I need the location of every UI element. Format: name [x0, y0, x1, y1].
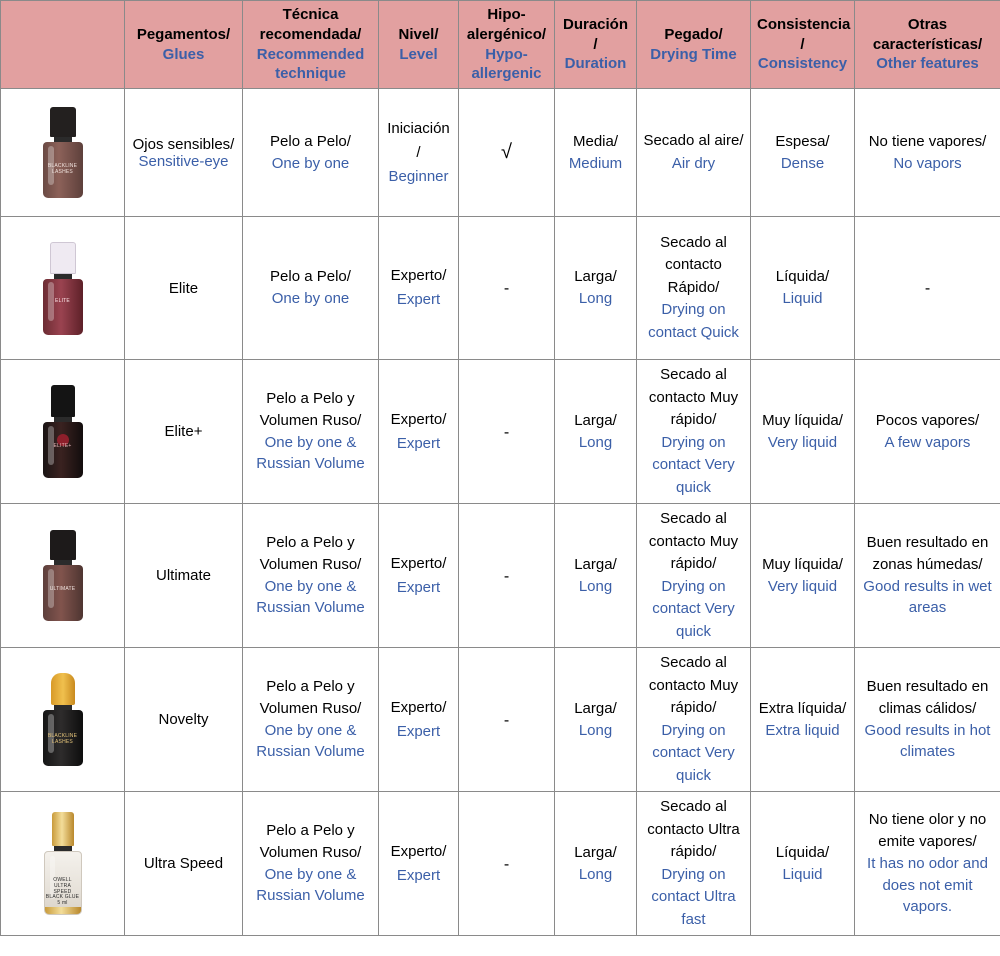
glue-bottle-icon: [40, 107, 86, 198]
technique-cell: [243, 648, 379, 792]
duration-en: Long: [578, 865, 613, 883]
glue-name-cell: [125, 504, 243, 648]
product-image-cell: [1, 648, 125, 792]
technique-en: One by one & Russian Volume: [256, 721, 365, 761]
glue-bottle-icon: [40, 242, 86, 335]
duration-en: Long: [578, 577, 613, 595]
header-duration-es: Duración /: [562, 15, 628, 53]
glue-name-es: Ojos sensibles/: [132, 135, 235, 153]
level-es: Experto/: [390, 410, 447, 428]
level-cell: [379, 217, 459, 360]
header-level-en: Level: [399, 45, 438, 63]
bottle-label: BLACKLINE LASHES: [47, 163, 78, 175]
table-row: [1, 504, 1000, 648]
other-features-cell: [855, 504, 1000, 648]
other-es: -: [924, 279, 931, 297]
level-en: Expert: [396, 434, 441, 452]
product-image-cell: [1, 217, 125, 360]
other-es: Pocos vapores/: [875, 411, 980, 429]
glue-bottle-icon: [40, 673, 86, 766]
header-hypo-allergenic-es: Hipo-alergénico/: [466, 6, 547, 43]
level-cell: [379, 792, 459, 936]
technique-en: One by one & Russian Volume: [256, 865, 365, 905]
technique-cell: [243, 217, 379, 360]
header-level: [379, 1, 459, 89]
header-recommended-technique: [243, 1, 379, 89]
drying-es: Secado al contacto Muy rápido/: [648, 654, 739, 717]
duration-cell: [555, 360, 637, 504]
drying-en: Drying on contact Very quick: [652, 721, 735, 784]
header-consistency-en: Consistency: [757, 55, 848, 73]
level-cell: [379, 504, 459, 648]
duration-en: Long: [578, 290, 613, 308]
glue-name-es: Ultimate: [155, 567, 211, 585]
bottle-label: BLACKLINE LASHES: [47, 733, 78, 745]
drying-es: Secado al contacto Rápido/: [660, 233, 727, 296]
bottle-label: ELITE+: [53, 443, 72, 450]
technique-en: One by one: [271, 290, 350, 308]
header-glues-es: Pegamentos/: [136, 25, 231, 43]
consistency-es: Extra líquida/: [758, 699, 847, 717]
duration-cell: [555, 217, 637, 360]
hypo-allergenic-cell: [459, 217, 555, 360]
glue-name-es: Ultra Speed: [143, 855, 224, 873]
glue-name-es: Elite+: [164, 423, 203, 441]
hypo-value: -: [503, 567, 510, 585]
technique-en: One by one & Russian Volume: [256, 433, 365, 473]
consistency-en: Dense: [780, 154, 825, 172]
product-image-cell: [1, 360, 125, 504]
level-es: Iniciación /: [387, 119, 450, 161]
hypo-allergenic-cell: [459, 792, 555, 936]
other-features-cell: [855, 648, 1000, 792]
header-drying-time-en: Drying Time: [650, 45, 737, 63]
glue-bottle-icon: [40, 385, 86, 478]
header-recommended-technique-en: Recommended technique: [256, 45, 365, 83]
other-en: Good results in hot climates: [864, 721, 991, 761]
other-es: No tiene vapores/: [868, 132, 987, 150]
technique-es: Pelo a Pelo/: [270, 268, 351, 286]
drying-en: Drying on contact Very quick: [652, 577, 735, 640]
glue-name-cell: [125, 648, 243, 792]
hypo-allergenic-cell: [459, 648, 555, 792]
consistency-es: Muy líquida/: [762, 555, 843, 573]
consistency-es: Espesa/: [775, 132, 830, 150]
glue-bottle-icon: [40, 812, 86, 915]
glue-name-es: Elite: [168, 279, 199, 297]
glue-name-cell: [125, 792, 243, 936]
duration-es: Larga/: [574, 268, 617, 286]
header-drying-time: [637, 1, 751, 89]
technique-es: Pelo a Pelo y Volumen Ruso/: [259, 534, 362, 573]
header-glues-en: Glues: [162, 45, 205, 63]
hypo-allergenic-cell: [459, 89, 555, 217]
level-en: Expert: [396, 866, 441, 884]
header-consistency-es: Consistencia /: [757, 15, 851, 53]
other-es: Buen resultado en climas cálidos/: [866, 678, 989, 717]
consistency-cell: [751, 89, 855, 217]
other-en: It has no odor and does not emit vapors.: [867, 854, 988, 916]
hypo-value: -: [503, 855, 510, 873]
consistency-en: Very liquid: [767, 577, 838, 595]
glue-name-es: Novelty: [158, 711, 209, 729]
table-row: [1, 648, 1000, 792]
duration-cell: [555, 504, 637, 648]
duration-en: Long: [578, 721, 613, 739]
header-product-image: [1, 1, 125, 89]
bottle-label: OWELL ULTRA SPEED BLACK GLUE 5 ml: [45, 877, 80, 907]
duration-cell: [555, 89, 637, 217]
level-en: Beginner: [388, 167, 449, 185]
drying-es: Secado al contacto Muy rápido/: [648, 510, 739, 573]
duration-cell: [555, 648, 637, 792]
table-row: [1, 360, 1000, 504]
table-row: [1, 792, 1000, 936]
other-en: No vapors: [893, 154, 962, 172]
hypo-allergenic-cell: [459, 504, 555, 648]
technique-cell: [243, 89, 379, 217]
drying-cell: [637, 360, 751, 504]
glue-bottle-icon: [40, 530, 86, 621]
level-es: Experto/: [390, 698, 447, 716]
drying-en: Air dry: [671, 154, 716, 172]
level-cell: [379, 89, 459, 217]
drying-en: Drying on contact Quick: [648, 301, 739, 341]
hypo-value: -: [503, 711, 510, 729]
header-drying-time-es: Pegado/: [664, 25, 723, 43]
consistency-en: Very liquid: [767, 433, 838, 451]
glue-name-cell: [125, 217, 243, 360]
duration-es: Larga/: [574, 411, 617, 429]
drying-es: Secado al aire/: [643, 132, 744, 150]
drying-en: Drying on contact Very quick: [652, 433, 735, 496]
header-other-features-en: Other features: [876, 55, 979, 73]
drying-cell: [637, 89, 751, 217]
duration-en: Medium: [568, 154, 623, 172]
hypo-allergenic-cell: [459, 360, 555, 504]
consistency-cell: [751, 648, 855, 792]
drying-cell: [637, 217, 751, 360]
technique-es: Pelo a Pelo y Volumen Ruso/: [259, 822, 362, 861]
table-header-row: [1, 1, 1000, 89]
technique-en: One by one & Russian Volume: [256, 577, 365, 617]
drying-es: Secado al contacto Ultra rápido/: [647, 798, 740, 861]
consistency-en: Liquid: [782, 865, 823, 883]
other-es: No tiene olor y no emite vapores/: [868, 811, 987, 851]
level-en: Expert: [396, 578, 441, 596]
drying-cell: [637, 792, 751, 936]
header-other-features: [855, 1, 1000, 89]
glue-name-cell: [125, 89, 243, 217]
header-duration-en: Duration: [564, 55, 627, 73]
header-glues: [125, 1, 243, 89]
bottle-label: ULTIMATE: [49, 586, 76, 593]
other-features-cell: [855, 360, 1000, 504]
header-hypo-allergenic-en: Hypo-allergenic: [471, 45, 542, 83]
other-features-cell: [855, 217, 1000, 360]
product-image-cell: [1, 504, 125, 648]
table-row: [1, 217, 1000, 360]
other-en: Good results in wet areas: [863, 577, 992, 617]
other-features-cell: [855, 792, 1000, 936]
consistency-en: Extra liquid: [765, 721, 840, 739]
technique-es: Pelo a Pelo/: [270, 132, 351, 150]
level-en: Expert: [396, 722, 441, 740]
level-es: Experto/: [390, 554, 447, 572]
consistency-cell: [751, 360, 855, 504]
consistency-cell: [751, 792, 855, 936]
duration-es: Larga/: [574, 555, 617, 573]
consistency-cell: [751, 504, 855, 648]
level-cell: [379, 648, 459, 792]
header-other-features-es: Otras características/: [872, 15, 983, 53]
drying-es: Secado al contacto Muy rápido/: [648, 366, 739, 429]
bottle-label: ELITE: [55, 297, 70, 304]
level-cell: [379, 360, 459, 504]
technique-es: Pelo a Pelo y Volumen Ruso/: [259, 678, 362, 717]
technique-cell: [243, 360, 379, 504]
duration-es: Media/: [572, 132, 619, 150]
other-features-cell: [855, 89, 1000, 217]
glue-name-cell: [125, 360, 243, 504]
other-en: A few vapors: [884, 433, 971, 451]
product-image-cell: [1, 792, 125, 936]
header-recommended-technique-es: Técnica recomendada/: [259, 6, 362, 43]
duration-cell: [555, 792, 637, 936]
technique-es: Pelo a Pelo y Volumen Ruso/: [259, 390, 362, 429]
hypo-value: √: [501, 141, 512, 164]
hypo-value: -: [503, 280, 510, 298]
consistency-cell: [751, 217, 855, 360]
other-es: Buen resultado en zonas húmedas/: [866, 534, 989, 573]
table-row: [1, 89, 1000, 217]
consistency-es: Líquida/: [775, 268, 830, 286]
drying-en: Drying on contact Ultra fast: [651, 865, 736, 928]
glue-name-en: Sensitive-eye: [138, 152, 229, 170]
hypo-value: -: [503, 423, 510, 441]
level-es: Experto/: [390, 842, 447, 860]
header-level-es: Nivel/: [398, 25, 439, 43]
consistency-es: Muy líquida/: [762, 411, 843, 429]
technique-en: One by one: [271, 154, 350, 172]
header-consistency: [751, 1, 855, 89]
duration-es: Larga/: [574, 699, 617, 717]
drying-cell: [637, 504, 751, 648]
technique-cell: [243, 792, 379, 936]
duration-en: Long: [578, 433, 613, 451]
header-hypo-allergenic: [459, 1, 555, 89]
level-es: Experto/: [390, 267, 447, 285]
drying-cell: [637, 648, 751, 792]
consistency-en: Liquid: [782, 290, 823, 308]
consistency-es: Líquida/: [775, 843, 830, 861]
duration-es: Larga/: [574, 843, 617, 861]
header-duration: [555, 1, 637, 89]
level-en: Expert: [396, 291, 441, 309]
product-image-cell: [1, 89, 125, 217]
technique-cell: [243, 504, 379, 648]
